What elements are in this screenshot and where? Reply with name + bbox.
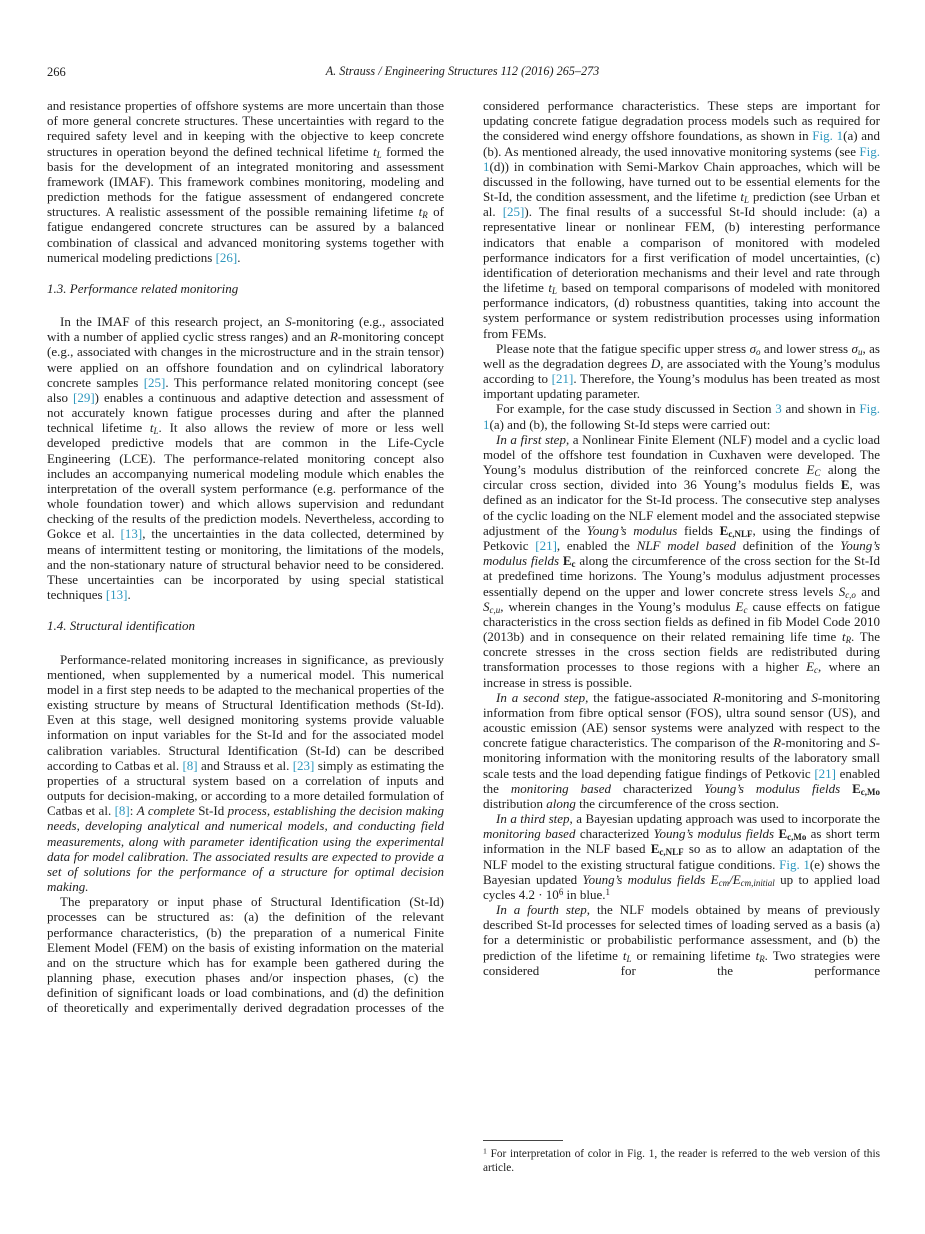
text-run: c [571,559,576,570]
right-column [483,98,880,1108]
text-run: t [755,947,760,963]
text-run: characterized [575,826,654,842]
text-run: L [626,953,632,964]
text-run: t [548,280,553,296]
citation-link[interactable]: [21] [814,765,836,781]
paragraph [47,894,444,1015]
text-run: and [855,583,880,599]
text-run: D [650,355,661,371]
paragraph [483,401,880,431]
paragraph [47,314,444,602]
text-run: E [710,871,719,887]
text-run: -monitoring concept (e.g., associated with changes in the microstructure and in the strain tensor) were applied on an offshore foundation and on cylindrical laboratory concrete samples [47,329,445,390]
text-run: -monitoring and [720,689,812,705]
text-run: S [811,689,818,705]
text-run: In a second step [496,689,586,705]
text-run: L [376,149,382,160]
citation-link[interactable]: [13] [105,587,128,603]
text-run: E [778,826,788,842]
text-run: of fatigue endangered concrete structures can be assured by a balanced combination of classical and advanced monitoring systems together with numerical modeling predictions [47,204,444,265]
text-run: : [129,803,137,819]
text-run: Young’s modulus fields [582,871,706,887]
text-run: S [869,735,876,751]
text-run: E [650,841,660,857]
text-run: along [546,795,576,811]
page-header [47,64,878,82]
text-run: In the IMAF of this research project, an [60,314,286,330]
text-run: St-Id [198,803,228,819]
citation-link[interactable]: Fig. 1 [483,143,880,174]
text-run: S [483,598,490,614]
text-run: -monitoring and [781,735,870,751]
text-run: c,Mo [860,786,880,797]
text-run: E [806,462,815,478]
footnote-block [483,1140,880,1175]
text-run: . This performance related monitoring concept (see also [47,374,444,405]
text-run: L [552,286,558,297]
text-run: L [744,195,750,205]
text-run: the circumference of the cross section. [575,795,780,811]
text-run: For example, for the case study discussed in Section [496,401,776,417]
text-run: E [806,659,815,675]
text-run: Please note that the fatigue specific upper stress [496,340,750,356]
text-run: ). The final results of a successful St-Id should include: (a) a representative linear or nonlinear FEM, (b) interesting performance indicators that enable a comparison of monitored with modeled performance indicators for a first verification of model uncertainties, (c) identification of deterioration mechanisms and their level and rate through the lifetime [483,204,880,296]
text-run: and shown in [781,401,860,417]
text-run: considered performance characteristics. These steps are important for updating concrete fatigue degradation process models such as required for the considered wind energy offshore foundations, as shown in [483,98,880,144]
text-run: R [759,953,765,964]
text-run: as short term information in the NLF based [483,826,880,857]
text-run: , are associated with the Young’s modulus according to [483,355,880,387]
text-run: t [841,629,846,645]
citation-link[interactable]: [8] [114,803,130,819]
text-run: , where an increase in stress is possible. [483,659,880,690]
paragraph [483,432,880,690]
text-run: S [285,314,292,330]
paragraph [47,652,444,895]
text-run: (d)) in combination with Semi-Markov Chain approaches, which will be discussed in the following, have turned out to be essential elements for the St-Id, the condition assessment, and the lifetime [483,158,880,205]
text-run: , wherein changes in the Young’s modulus [500,598,736,614]
text-run: cause effects on fatigue characteristics in the cross section fields as defined in fib Model Code 2010 (2013b) and in consequence on their related remaining life time [483,598,880,645]
text-run: 1 [605,886,611,897]
text-run: -monitoring information from fibre optical sensor (FOS), ultra sound sensor (US), and acoustic emission (AE) sensor systems were analyzed with respect to the concrete fatigue characteristics. The comparison of the [483,689,880,751]
text-run: monitoring based [483,826,576,842]
text-run: enabled the [483,765,880,796]
paragraph [47,98,444,265]
text-run: L [153,426,159,437]
text-run: Performance-related monitoring increases in significance, as previously mentioned, when supplemented by a numerical model. This numerical model in a first step needs to be adapted to the mechanical properties of the existing structure by means of Structural Identification methods (St-Id). Even at this stage, well designed monitoring systems provide valuable information on input variables for the St-Id and for the associated model calibration variables. Structural Identification (St-Id) can be described according to Catbas et al. [47,651,444,773]
text-run: In a fourth step [496,902,587,918]
text-run: cm [718,877,730,888]
text-run: 6 [558,886,564,897]
text-run: , was defined as an indicator for the St-Id process. The consecutive step analyses of the cyclic loading on the NLF element model and the associated stepwise adjustment of the [483,477,880,538]
text-run: 1 [483,1146,487,1156]
citation-link[interactable]: [29] [72,389,95,405]
text-run: c [814,665,819,676]
text-run: c,Mo [787,832,807,843]
text-run: distribution [483,795,547,811]
text-run: E [562,553,572,569]
text-run: E [719,522,729,538]
text-run: . The concrete stresses in the cross section fields are redistributed during transformation processes to those regions with a higher [483,629,880,675]
text-run: (a) and (b), the following St-Id steps were carried out: [489,416,771,432]
text-run: For interpretation of color in Fig. 1, the reader is referred to the web version of this article. [483,1148,880,1174]
text-run: based on temporal comparisons of modeled with monitored performance indicators, (d) robustness quantities, taking into account the system performance or system redistribution processes using information from FEMs. [483,280,880,341]
paragraph [483,98,880,341]
text-run: , the NLF models obtained by means of previously described St-Id processes for selected times of loading served as a basis (a) for a deterministic or probabilistic performance assessment, and (b) the prediction of the lifetime [483,902,880,963]
citation-link[interactable]: [21] [551,371,574,387]
text-run: , enabled the [556,537,637,553]
text-run: and resistance properties of offshore systems are more uncertain than those of more general concrete structures. These uncertainties with regard to the required safety level and in keeping with the objective to keep concrete structures in operation beyond the defined technical lifetime [47,98,444,159]
text-run: / [729,871,733,887]
footnote-divider [483,1140,563,1141]
text-run: . [237,249,241,265]
text-run: S [838,583,846,599]
paragraph [483,341,880,402]
citation-link[interactable]: [23] [292,757,315,773]
text-run: R [845,634,852,645]
text-run: definition of the [736,537,841,553]
text-run: and Strauss et al. [197,757,293,773]
text-run: The preparatory or input phase of Structural Identification (St-Id) processes can be structured as: (a) the definition of the relevant performance characteristics, (b) the preparation of a numerical Finite Element Model (FEM) on the basis of existing information on the material and on the structure which has for example been gathered during the planning phase, execution phases and/or inspection phases, (c) the definition of significant loads or load combinations, and (d) the definition of theoretically and experimentally derived degradation processes of the [47,894,444,1016]
text-run: c,NLF [728,528,753,539]
text-run: so as to allow an adaptation of the NLF model to the existing structural fatigue conditions. [483,841,880,872]
text-run: along the circular cross section, divided into 36 Young’s modulus fields [483,462,880,493]
citation-link[interactable]: Fig. 1 [812,128,844,144]
text-run: cm,initial [740,877,775,888]
text-run: t [622,947,627,963]
text-run: c [743,604,748,615]
text-run: t [740,189,745,205]
text-run: (e) shows the Bayesian updated [483,856,880,887]
text-run: Young’s modulus fields [704,780,841,796]
left-column [47,98,444,1016]
text-run: (a) and (b). As mentioned already, the used innovative monitoring systems (see [483,128,880,159]
text-run: fields [677,522,720,538]
text-run: c,NLF [659,847,684,858]
citation-link[interactable]: Fig. 1 [779,856,810,872]
text-run: in blue. [563,886,606,902]
text-run: E [840,477,850,493]
running-head: A. Strauss / Engineering Structures 112 (2016) 265–273 [325,64,600,78]
text-run: ) enables a continuous and adaptive detection and assessment of not accurately known fatigue processes during and after the planned technical lifetime [47,389,444,436]
text-run: t [418,204,423,220]
citation-link[interactable]: [26] [215,249,238,265]
text-run: -monitoring information with the monitoring results of the laboratory small scale tests and the load depending fatigue findings of Petkovic [483,735,880,781]
text-run: In a first step [496,431,566,447]
citation-link[interactable]: Fig. 1 [483,401,880,432]
text-run: -monitoring (e.g., associated with a number of applied cyclic stress ranges) and an [47,314,444,345]
text-run: . [127,587,131,603]
text-run: u [857,346,863,357]
text-run: and lower stress [760,340,852,356]
citation-link[interactable]: [25] [143,374,166,390]
text-run: . Two strategies were considered for the performance [483,947,880,978]
text-run: σ [749,340,756,356]
text-run: R [773,735,782,751]
paragraph [483,811,880,902]
citation-link[interactable]: [8] [182,757,198,773]
citation-link[interactable]: [13] [120,526,143,542]
text-run: o [756,346,761,357]
text-run: Young’s modulus [586,522,678,538]
text-run: . It also allows the review of more or less well developed predictive models that are common in the Life-Cycle Engineering (LCE). The performance-related monitoring concept also includes an accompanying numerical modeling module which enables the interpretation of the overall system performance (e.g. performance of the whole foundation tower) and which allows supervision and redundant checking of the results of the prediction models. Nevertheless, according to Gokce et al. [47,420,444,542]
section-heading: 1.4. Structural identification [47,618,196,634]
text-run: . Therefore, the Young’s modulus has been treated as most important updating parameter. [483,371,880,402]
text-run: E [735,598,744,614]
text-run: Young’s modulus fields [483,537,880,569]
text-run: , a Bayesian updating approach was used to incorporate the [569,811,880,827]
section-heading: 1.3. Performance related monitoring [47,280,239,296]
text-run: R [422,210,428,221]
text-run: C [814,468,821,479]
text-run: NLF model based [636,537,737,553]
text-run: c,o [845,589,856,600]
text-run: characterized [610,780,705,796]
text-run: process, establishing the decision making needs, developing analytical and numerical models, and conducting field measurements, along with parameter identification using the experimental data for model calibration. The associated results are expected to provide a set of solutions for the performance of a structure for optimal decision making. [47,803,444,895]
paragraph [483,690,880,811]
text-run: along the circumference of the cross section for the St-Id at predefined time horizons. The Young’s modulus adjustment processes essentially depend on the upper and lower concrete stress levels [483,553,880,599]
footnote [483,1147,880,1175]
text-run: t [149,420,154,436]
text-run: c,u [489,604,501,615]
text-run: up to applied load cycles 4.2 · 10 [483,871,880,902]
text-run: In a third step [496,811,570,827]
text-run: or remaining lifetime [631,947,756,963]
text-run: R [329,329,338,345]
citation-link[interactable]: [25] [502,204,525,220]
page-number: 266 [47,65,66,79]
text-run: formed the basis for the development of an integrated monitoring and assessment framework (IMAF). This framework combines monitoring, modeling and prediction methods for the fatigue assessment of endangered concrete structures. A realistic assessment of the possible remaining lifetime [47,143,444,220]
text-run: , the fatigue-associated [585,689,713,705]
text-run: t [373,143,377,159]
citation-link[interactable]: [21] [535,537,557,553]
text-run: monitoring based [510,780,611,796]
text-run: σ [851,340,858,356]
text-run: E [852,780,861,796]
text-run: , the uncertainties in the data collected, determined by means of intermittent testing or monitoring, the limitations of the models, and the non-stationary nature of structural behavior need to be considered. These uncertainties can be incorporated by using special statistical techniques [47,526,444,603]
citation-link[interactable]: 3 [775,401,782,417]
text-run: , using the findings of Petkovic [483,522,880,553]
text-run: R [712,689,721,705]
text-run [840,781,852,796]
paragraph [483,902,880,978]
text-run: prediction (see Urban et al. [483,189,880,220]
text-run: E [732,871,741,887]
text-run: simply as estimating the properties of a structural system based on a correlation of inputs and outputs for decision-making, or according to a more detailed formulation of Catbas et al. [47,757,445,819]
text-run: A complete [136,803,199,819]
text-run: Young’s modulus fields [653,826,775,842]
text-run: , as well as the degradation degrees [483,340,880,371]
text-run: , a Nonlinear Finite Element (NLF) model and a cyclic load model of the offshore test foundation in Cuxhaven were developed. The Young’s modulus distribution of the reinforced concrete [483,431,880,478]
